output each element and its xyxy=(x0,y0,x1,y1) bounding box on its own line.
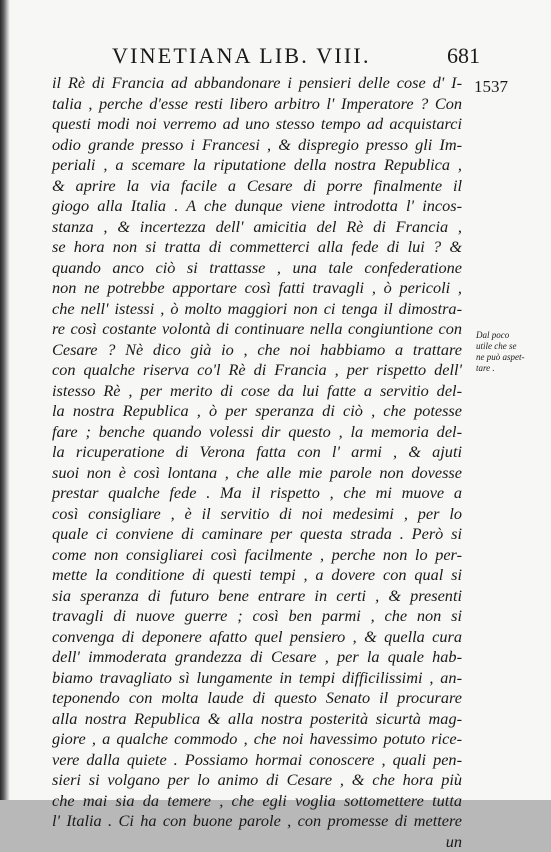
text-line: quale ci conviene di caminare per questa strada . Però si xyxy=(52,524,462,545)
text-line: giore , a qualche commodo , che noi havessimo potuto rice- xyxy=(52,729,462,750)
text-line: Cesare ? Nè dico già io , che noi habbiamo a trattare xyxy=(52,340,462,361)
text-line: stanza , & incertezza dell' amicitia del Rè di Francia , xyxy=(52,217,462,238)
text-line: così consigliare , è il servitio di noi medesimi , per lo xyxy=(52,504,462,525)
text-line: dell' immoderata grandezza di Cesare , per la quale hab- xyxy=(52,647,462,668)
text-line: se hora non si tratta di commetterci alla fede di lui ? & xyxy=(52,237,462,258)
text-line: re così costante volontà di continuare nella congiuntione con xyxy=(52,319,462,340)
text-line: & aprire la via facile a Cesare di porre finalmente il xyxy=(52,176,462,197)
text-line: convenga di deponere afatto quel pensiero , & quella cura xyxy=(52,627,462,648)
text-line: suoi non è così lontana , che alle mie parole non dovesse xyxy=(52,463,462,484)
text-line: periali , a scemare la riputatione della nostra Republica , xyxy=(52,155,462,176)
text-line: non ne potrebbe apportare così fatti travagli , ò pericoli , xyxy=(52,278,462,299)
text-line: biamo travagliato sì lungamente in tempi difficilissimi , an- xyxy=(52,668,462,689)
text-line: fare ; benche quando volessi dir questo , la memoria del- xyxy=(52,422,462,443)
text-line: questi modi noi verremo ad uno stesso tempo ad acquistarci xyxy=(52,114,462,135)
text-line: mette la conditione di questi tempi , a dovere con qual si xyxy=(52,565,462,586)
text-line: alla nostra Republica & alla nostra posterità sicurtà mag- xyxy=(52,709,462,730)
text-line: l' Italia . Ci ha con buone parole , con promesse di mettere xyxy=(52,811,462,832)
side-note-line: ne può aspet- xyxy=(476,352,542,363)
text-line: odio grande presso i Francesi , & dispregio presso gli Im- xyxy=(52,135,462,156)
text-line: vere dalla quiete . Possiamo hormai conoscere , quali pen- xyxy=(52,750,462,771)
text-line: con qualche riserva co'l Rè di Francia , per rispetto dell' xyxy=(52,360,462,381)
text-line: sia speranza di futuro bene entrare in certi , & presenti xyxy=(52,586,462,607)
text-line: prestar qualche fede . Ma il rispetto , che mi muove a xyxy=(52,483,462,504)
margin-year: 1537 xyxy=(474,77,508,97)
page-gutter-shadow xyxy=(0,0,10,800)
text-line: che mai sia da temere , che egli voglia sottomettere tutta xyxy=(52,791,462,812)
text-line: giogo alla Italia . A che dunque viene introdotta l' incos- xyxy=(52,196,462,217)
text-line: quando anco ciò si trattasse , una tale confederatione xyxy=(52,258,462,279)
text-line: talia , perche d'esse resti libero arbitro l' Imperatore ? Con xyxy=(52,94,462,115)
text-line: la nostra Republica , ò per speranza di ciò , che potesse xyxy=(52,401,462,422)
text-line: sieri si volgano per lo animo di Cesare , & che hora più xyxy=(52,770,462,791)
page-number: 681 xyxy=(447,43,480,69)
text-line: il Rè di Francia ad abbandonare i pensieri delle cose d' I- xyxy=(52,73,462,94)
text-line: la ricuperatione di Verona fatta con l' armi , & ajuti xyxy=(52,442,462,463)
text-line: come non consigliarei così facilmente , perche non lo per- xyxy=(52,545,462,566)
body-text xyxy=(52,73,462,852)
text-line: un xyxy=(52,832,462,852)
side-note-line: utile che se xyxy=(476,341,542,352)
side-note xyxy=(476,330,542,374)
text-line: teponendo con molta laude di questo Senato il procurare xyxy=(52,688,462,709)
text-line: travagli di nuove guerre ; così ben parmi , che non si xyxy=(52,606,462,627)
text-line: che nell' istessi , ò molto maggiori non ci tenga il dimostra- xyxy=(52,299,462,320)
side-note-line: Dal poco xyxy=(476,330,542,341)
text-line: istesso Rè , per merito di cose da lui fatte a servitio del- xyxy=(52,381,462,402)
side-note-line: tare . xyxy=(476,363,542,374)
running-title: VINETIANA LIB. VIII. xyxy=(112,43,371,69)
